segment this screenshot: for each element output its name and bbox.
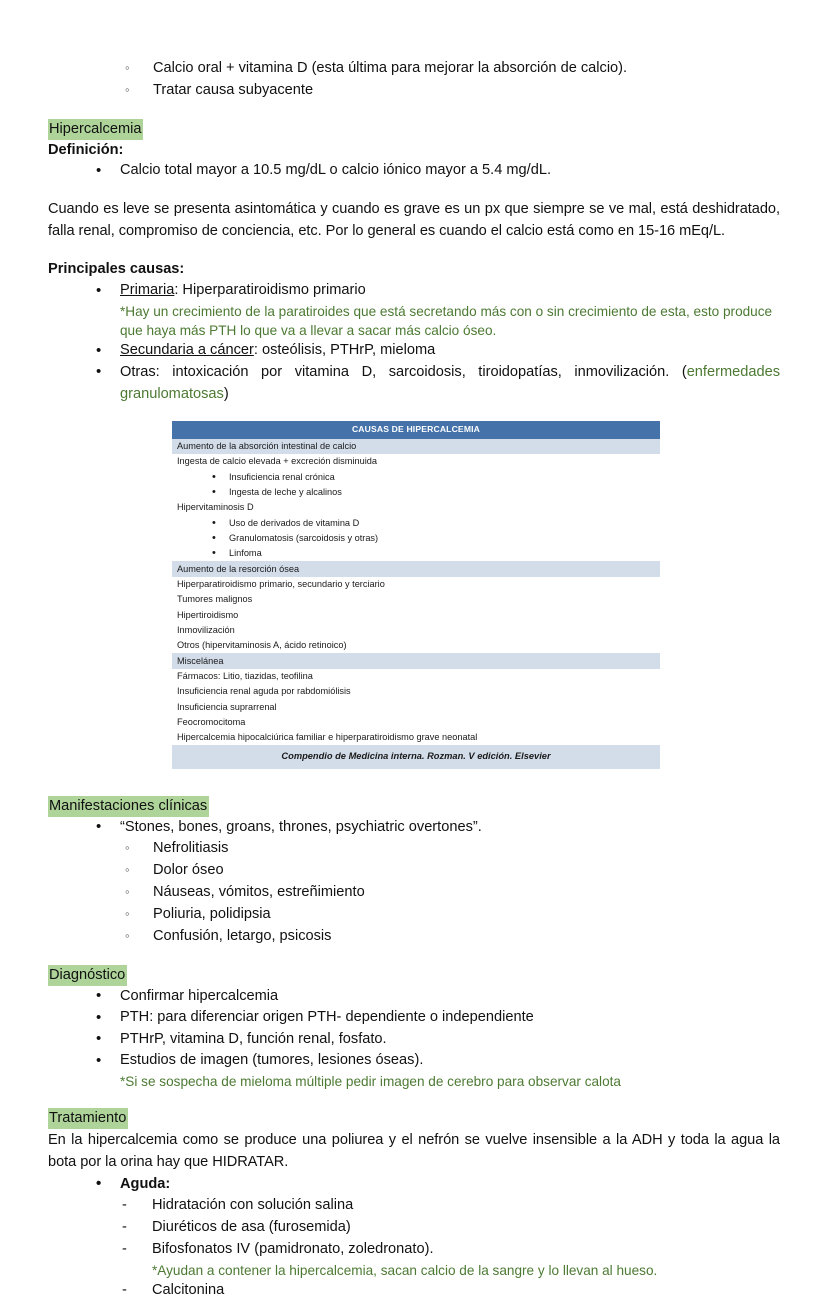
section-heading-diagnostico: Diagnóstico bbox=[48, 965, 127, 986]
bifosfonatos-note: *Ayudan a contener la hipercalcemia, sacan calcio de la sangre y lo llevan al hueso. bbox=[152, 1262, 658, 1278]
table-row bbox=[172, 469, 660, 484]
section-heading-manifestaciones: Manifestaciones clínicas bbox=[48, 796, 209, 817]
table-row bbox=[172, 561, 660, 576]
table-cell bbox=[172, 469, 660, 484]
table-cell: Hipercalcemia hipocalciúrica familiar e hiperparatiroidismo grave neonatal bbox=[172, 730, 660, 745]
spacer bbox=[48, 102, 780, 119]
section-heading-diagnostico-wrap bbox=[48, 965, 780, 986]
list-item-primaria bbox=[94, 280, 780, 340]
table-cell: Insuficiencia renal aguda por rabdomiólisis bbox=[172, 684, 660, 699]
list-item: ◦ Dolor óseo bbox=[125, 860, 780, 882]
list-item: - Diuréticos de asa (furosemida) bbox=[120, 1217, 780, 1239]
table-row bbox=[172, 699, 660, 714]
primaria-text: : Hiperparatiroidismo primario bbox=[174, 282, 366, 299]
table-cell: Aumento de la absorción intestinal de calcio bbox=[172, 439, 660, 454]
top-continuation-list bbox=[48, 58, 780, 102]
table-row bbox=[172, 439, 660, 454]
list-item: • PTH: para diferenciar origen PTH- dependiente o independiente bbox=[94, 1007, 780, 1029]
table-title-cell: CAUSAS DE HIPERCALCEMIA bbox=[172, 421, 660, 439]
section-heading-tratamiento-wrap bbox=[48, 1108, 780, 1129]
table-cell: Otros (hipervitaminosis A, ácido retinoico) bbox=[172, 638, 660, 653]
causes-table-wrapper bbox=[171, 420, 661, 770]
list-item: ◦ Confusión, letargo, psicosis bbox=[125, 926, 780, 948]
list-item: • Confirmar hipercalcemia bbox=[94, 986, 780, 1008]
list-item: ◦ Calcio oral + vitamina D (esta última para mejorar la absorción de calcio). bbox=[125, 58, 780, 80]
table-row bbox=[172, 485, 660, 500]
spacer bbox=[48, 948, 780, 965]
tratamiento-paragraph: En la hipercalcemia como se produce una poliurea y el nefrón se vuelve insensible a la ADH y toda la agua la bota por la orina hay que HIDRATAR. bbox=[48, 1132, 780, 1171]
table-sub-item: • Insuficiencia renal crónica bbox=[177, 471, 656, 483]
table-cell bbox=[172, 531, 660, 546]
aguda-sub-list bbox=[48, 1195, 780, 1302]
table-sub-item: • Linfoma bbox=[177, 547, 656, 559]
table-footer-row bbox=[172, 745, 660, 768]
list-item: ◦ Nefrolitiasis bbox=[125, 838, 780, 860]
table-row bbox=[172, 638, 660, 653]
secundaria-term: Secundaria a cáncer bbox=[120, 342, 254, 359]
table-row bbox=[172, 684, 660, 699]
list-item-aguda: • Aguda: bbox=[94, 1174, 780, 1196]
list-item-secundaria bbox=[94, 340, 780, 362]
table-cell: Aumento de la resorción ósea bbox=[172, 561, 660, 576]
diagnostico-list bbox=[48, 986, 780, 1092]
list-item: • “Stones, bones, groans, thrones, psychiatric overtones”. bbox=[94, 817, 780, 839]
secundaria-text: : osteólisis, PTHrP, mieloma bbox=[253, 342, 436, 359]
list-item: • Calcio total mayor a 10.5 mg/dL o calcio iónico mayor a 5.4 mg/dL. bbox=[94, 160, 780, 182]
table-row bbox=[172, 577, 660, 592]
table-sub-item: • Ingesta de leche y alcalinos bbox=[177, 486, 656, 498]
table-sub-item: • Granulomatosis (sarcoidosis y otras) bbox=[177, 532, 656, 544]
table-row bbox=[172, 730, 660, 745]
table-cell bbox=[172, 515, 660, 530]
table-cell: Ingesta de calcio elevada + excreción disminuida bbox=[172, 454, 660, 469]
table-row bbox=[172, 454, 660, 469]
table-row bbox=[172, 592, 660, 607]
primaria-note: *Hay un crecimiento de la paratiroides que está secretando más con o sin crecimiento de esta, esto produce que haya más PTH lo que va a llevar a sacar más calcio óseo. bbox=[120, 303, 773, 339]
spacer bbox=[48, 770, 780, 796]
spacer bbox=[48, 1091, 780, 1108]
list-item: - Calcitonina bbox=[120, 1280, 780, 1302]
list-item-estudios bbox=[94, 1050, 780, 1091]
document-content bbox=[48, 58, 780, 1302]
table-row bbox=[172, 653, 660, 668]
manifestaciones-sub-list bbox=[48, 838, 780, 947]
section-heading-manifestaciones-wrap bbox=[48, 796, 780, 817]
table-header-row bbox=[172, 421, 660, 439]
table-cell: Miscelánea bbox=[172, 653, 660, 668]
table-body bbox=[172, 421, 660, 769]
table-row bbox=[172, 715, 660, 730]
list-item-otras bbox=[94, 362, 780, 405]
list-item-label: Bifosfonatos IV (pamidronato, zoledronato). bbox=[152, 1240, 434, 1257]
list-item: ◦ Náuseas, vómitos, estreñimiento bbox=[125, 882, 780, 904]
causas-label: Principales causas: bbox=[48, 261, 185, 278]
list-item-bifosfonatos bbox=[120, 1239, 780, 1280]
table-row bbox=[172, 515, 660, 530]
list-item: ◦ Poliuria, polidipsia bbox=[125, 904, 780, 926]
table-sub-item: • Uso de derivados de vitamina D bbox=[177, 517, 656, 529]
manifestaciones-list bbox=[48, 817, 780, 839]
table-row bbox=[172, 623, 660, 638]
list-item: • PTHrP, vitamina D, función renal, fosfato. bbox=[94, 1029, 780, 1051]
table-cell: Hipervitaminosis D bbox=[172, 500, 660, 515]
table-cell: Hiperparatiroidismo primario, secundario y terciario bbox=[172, 577, 660, 592]
list-item: - Hidratación con solución salina bbox=[120, 1195, 780, 1217]
section-heading-tratamiento: Tratamiento bbox=[48, 1108, 128, 1129]
list-item: ◦ Tratar causa subyacente bbox=[125, 80, 780, 102]
table-row bbox=[172, 607, 660, 622]
section-heading-hipercalcemia: Hipercalcemia bbox=[48, 119, 143, 140]
section-heading-hipercalcemia-wrap bbox=[48, 119, 780, 140]
otras-text: Otras: intoxicación por vitamina D, sarcoidosis, tiroidopatías, inmovilización. ( bbox=[120, 363, 687, 380]
table-cell bbox=[172, 485, 660, 500]
otras-note: enfermedades granulomatosas bbox=[120, 363, 780, 402]
causas-de-hipercalcemia-table bbox=[172, 421, 660, 769]
table-cell: Insuficiencia suprarrenal bbox=[172, 699, 660, 714]
table-row bbox=[172, 531, 660, 546]
hipercalcemia-paragraph: Cuando es leve se presenta asintomática y cuando es grave es un px que siempre se ve mal, está deshidratado, falla renal, compromiso de conciencia, etc. Por lo general es cuando el calcio está como en 15-16 mEq/L. bbox=[48, 201, 780, 240]
table-cell: Hipertiroidismo bbox=[172, 607, 660, 622]
table-cell bbox=[172, 546, 660, 561]
table-row bbox=[172, 500, 660, 515]
table-cell: Inmovilización bbox=[172, 623, 660, 638]
list-item-label: Estudios de imagen (tumores, lesiones óseas). bbox=[120, 1052, 424, 1069]
primaria-term: Primaria bbox=[120, 282, 175, 299]
tratamiento-list bbox=[48, 1174, 780, 1196]
table-source-cell: Compendio de Medicina interna. Rozman. V edición. Elsevier bbox=[172, 745, 660, 768]
table-cell: Tumores malignos bbox=[172, 592, 660, 607]
table-row bbox=[172, 546, 660, 561]
causas-list bbox=[48, 280, 780, 405]
otras-close: ) bbox=[223, 385, 229, 402]
diagnostico-note: *Si se sospecha de mieloma múltiple pedir imagen de cerebro para observar calota bbox=[120, 1073, 621, 1089]
table-cell: Feocromocitoma bbox=[172, 715, 660, 730]
table-row bbox=[172, 669, 660, 684]
definicion-label: Definición: bbox=[48, 141, 124, 158]
spacer bbox=[48, 242, 780, 259]
table-cell: Fármacos: Litio, tiazidas, teofilina bbox=[172, 669, 660, 684]
definicion-list bbox=[48, 160, 780, 182]
